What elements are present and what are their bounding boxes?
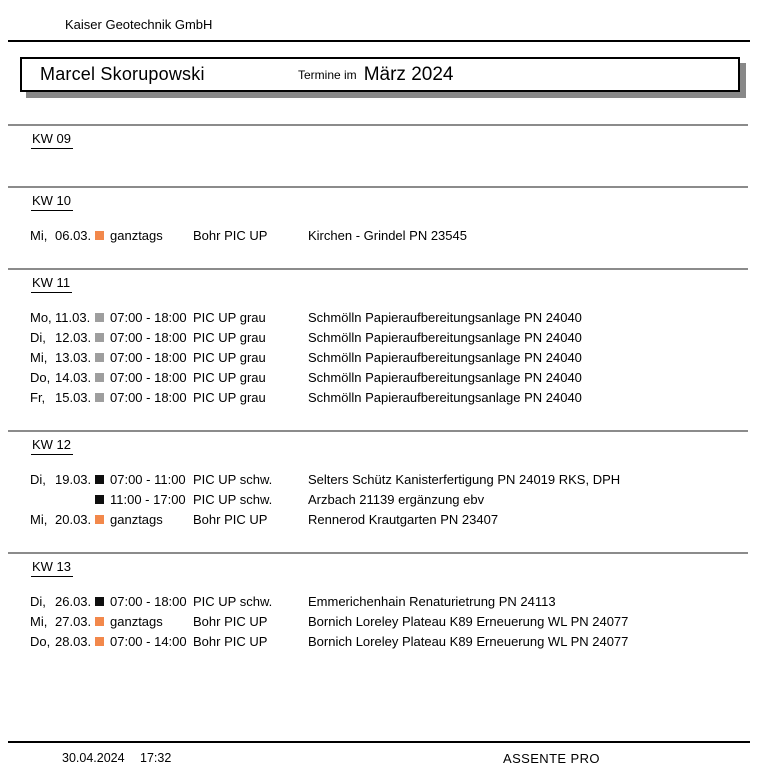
appointment-date: 14.03. bbox=[55, 370, 92, 385]
footer-app-name: ASSENTE PRO bbox=[503, 751, 600, 766]
week-section bbox=[8, 430, 748, 529]
appointment-row bbox=[8, 631, 748, 651]
appointment-rows bbox=[8, 454, 748, 529]
appointment-time: 07:00 - 11:00 bbox=[110, 472, 186, 487]
report-subtitle bbox=[298, 59, 453, 90]
appointment-time: ganztags bbox=[110, 614, 163, 629]
appointment-row bbox=[8, 469, 748, 489]
appointment-type: Bohr PIC UP bbox=[193, 512, 268, 527]
appointment-marker-icon bbox=[95, 637, 104, 646]
appointment-date: 12.03. bbox=[55, 330, 92, 345]
appointment-marker-icon bbox=[95, 333, 104, 342]
week-label: KW 13 bbox=[31, 559, 73, 577]
appointment-description: Schmölln Papieraufbereitungsanlage PN 24040 bbox=[308, 370, 582, 385]
appointment-time: ganztags bbox=[110, 228, 163, 243]
appointment-date: 15.03. bbox=[55, 390, 92, 405]
appointment-description: Schmölln Papieraufbereitungsanlage PN 24040 bbox=[308, 390, 582, 405]
appointment-row bbox=[8, 367, 748, 387]
appointment-day: Mi, bbox=[30, 614, 48, 629]
appointment-time: 11:00 - 17:00 bbox=[110, 492, 186, 507]
footer-rule bbox=[8, 741, 750, 743]
appointment-time: ganztags bbox=[110, 512, 163, 527]
appointment-marker-icon bbox=[95, 231, 104, 240]
appointment-marker-icon bbox=[95, 313, 104, 322]
week-section bbox=[8, 186, 748, 245]
appointment-day: Di, bbox=[30, 594, 46, 609]
appointment-marker-icon bbox=[95, 617, 104, 626]
appointment-marker-icon bbox=[95, 515, 104, 524]
appointment-row bbox=[8, 591, 748, 611]
appointment-type: PIC UP schw. bbox=[193, 594, 273, 609]
appointment-row bbox=[8, 225, 748, 245]
appointment-date: 20.03. bbox=[55, 512, 92, 527]
subtitle-month: März 2024 bbox=[363, 63, 454, 85]
appointment-rows bbox=[8, 210, 748, 245]
week-section bbox=[8, 124, 748, 163]
week-heading bbox=[31, 436, 748, 454]
appointment-time: 07:00 - 14:00 bbox=[110, 634, 187, 649]
appointment-rows bbox=[8, 292, 748, 407]
appointment-day: Mo, bbox=[30, 310, 52, 325]
appointment-day: Di, bbox=[30, 330, 46, 345]
week-section bbox=[8, 268, 748, 407]
appointment-type: PIC UP schw. bbox=[193, 472, 273, 487]
footer-print-time: 17:32 bbox=[140, 751, 172, 765]
appointment-day: Di, bbox=[30, 472, 46, 487]
appointment-description: Bornich Loreley Plateau K89 Erneuerung WL PN 24077 bbox=[308, 614, 629, 629]
appointment-date: 19.03. bbox=[55, 472, 92, 487]
appointment-row bbox=[8, 387, 748, 407]
subtitle-prefix: Termine im bbox=[298, 67, 357, 82]
report-title-box bbox=[20, 57, 740, 92]
appointment-description: Schmölln Papieraufbereitungsanlage PN 24040 bbox=[308, 330, 582, 345]
appointment-type: PIC UP grau bbox=[193, 390, 266, 405]
week-heading bbox=[31, 192, 748, 210]
footer-print-date: 30.04.2024 bbox=[62, 751, 125, 765]
appointment-date: 26.03. bbox=[55, 594, 92, 609]
appointment-time: 07:00 - 18:00 bbox=[110, 594, 187, 609]
appointment-time: 07:00 - 18:00 bbox=[110, 390, 187, 405]
appointment-description: Selters Schütz Kanisterfertigung PN 24019 RKS, DPH bbox=[308, 472, 621, 487]
appointment-type: Bohr PIC UP bbox=[193, 614, 268, 629]
appointment-day: Do, bbox=[30, 634, 51, 649]
appointment-row bbox=[8, 347, 748, 367]
appointment-marker-icon bbox=[95, 353, 104, 362]
appointment-type: PIC UP grau bbox=[193, 330, 266, 345]
person-name: Marcel Skorupowski bbox=[40, 64, 205, 84]
appointment-row bbox=[8, 611, 748, 631]
appointment-day: Mi, bbox=[30, 512, 48, 527]
appointment-description: Bornich Loreley Plateau K89 Erneuerung WL PN 24077 bbox=[308, 634, 629, 649]
appointment-row bbox=[8, 489, 748, 509]
appointment-day: Mi, bbox=[30, 350, 48, 365]
appointment-type: Bohr PIC UP bbox=[193, 228, 268, 243]
appointment-description: Rennerod Krautgarten PN 23407 bbox=[308, 512, 499, 527]
appointment-date: 11.03. bbox=[55, 310, 91, 325]
appointment-type: Bohr PIC UP bbox=[193, 634, 268, 649]
week-heading bbox=[31, 274, 748, 292]
appointment-description: Schmölln Papieraufbereitungsanlage PN 24040 bbox=[308, 310, 582, 325]
appointment-time: 07:00 - 18:00 bbox=[110, 350, 187, 365]
week-section bbox=[8, 552, 748, 651]
appointment-type: PIC UP grau bbox=[193, 350, 266, 365]
week-sections bbox=[0, 124, 780, 674]
appointment-rows bbox=[8, 576, 748, 651]
appointment-type: PIC UP schw. bbox=[193, 492, 273, 507]
week-label: KW 11 bbox=[31, 275, 72, 293]
appointment-type: PIC UP grau bbox=[193, 370, 266, 385]
week-heading bbox=[31, 558, 748, 576]
appointment-time: 07:00 - 18:00 bbox=[110, 370, 187, 385]
appointment-date: 13.03. bbox=[55, 350, 92, 365]
appointment-date: 28.03. bbox=[55, 634, 92, 649]
appointment-description: Kirchen - Grindel PN 23545 bbox=[308, 228, 467, 243]
week-heading bbox=[31, 130, 748, 148]
appointment-row bbox=[8, 509, 748, 529]
appointment-time: 07:00 - 18:00 bbox=[110, 330, 187, 345]
appointment-description: Schmölln Papieraufbereitungsanlage PN 24040 bbox=[308, 350, 582, 365]
appointment-marker-icon bbox=[95, 475, 104, 484]
appointment-description: Arzbach 21139 ergänzung ebv bbox=[308, 492, 485, 507]
appointment-rows bbox=[8, 148, 748, 163]
appointment-description: Emmerichenhain Renaturietrung PN 24113 bbox=[308, 594, 556, 609]
appointment-row bbox=[8, 307, 748, 327]
appointment-day: Mi, bbox=[30, 228, 48, 243]
appointment-marker-icon bbox=[95, 495, 104, 504]
appointment-marker-icon bbox=[95, 597, 104, 606]
company-name: Kaiser Geotechnik GmbH bbox=[65, 17, 213, 32]
appointment-date: 27.03. bbox=[55, 614, 92, 629]
appointment-marker-icon bbox=[95, 393, 104, 402]
appointment-date: 06.03. bbox=[55, 228, 92, 243]
week-label: KW 09 bbox=[31, 131, 73, 149]
appointment-row bbox=[8, 327, 748, 347]
appointment-marker-icon bbox=[95, 373, 104, 382]
week-label: KW 10 bbox=[31, 193, 73, 211]
appointment-type: PIC UP grau bbox=[193, 310, 266, 325]
appointment-day: Fr, bbox=[30, 390, 46, 405]
week-label: KW 12 bbox=[31, 437, 73, 455]
appointment-time: 07:00 - 18:00 bbox=[110, 310, 187, 325]
appointment-day: Do, bbox=[30, 370, 51, 385]
header-rule bbox=[8, 40, 750, 42]
